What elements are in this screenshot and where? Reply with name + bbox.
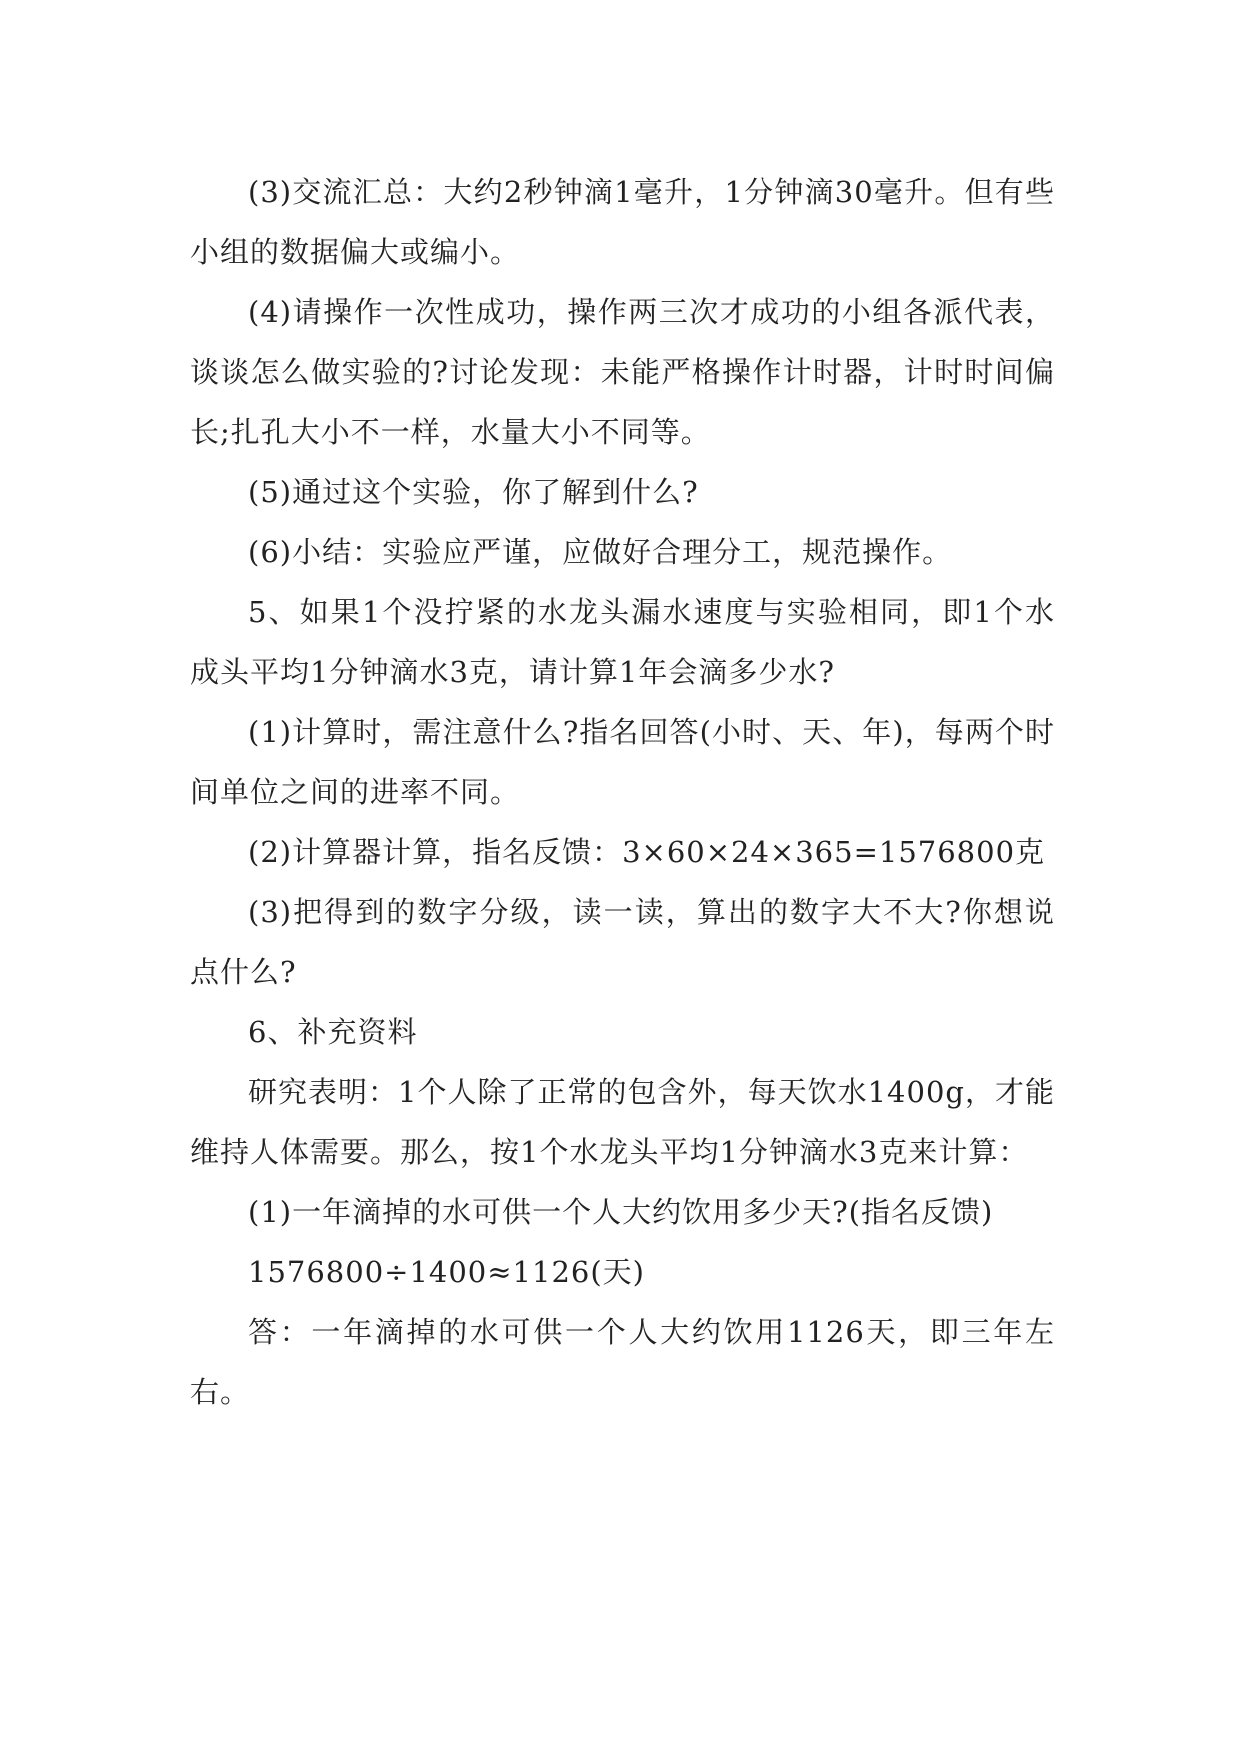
answer-paragraph: 答：一年滴掉的水可供一个人大约饮用1126天，即三年左右。 (190, 1315, 1055, 1409)
section-5-faucet-question: 5、如果1个没拧紧的水龙头漏水速度与实验相同，即1个水成头平均1分钟滴水3克，请计算1年会滴多少水? (190, 595, 1055, 689)
section-6-heading: 6、补充资料 (248, 1015, 418, 1049)
paragraph-3-exchange-summary: (3)交流汇总：大约2秒钟滴1毫升，1分钟滴30毫升。但有些小组的数据偏大或编小。 (190, 175, 1055, 269)
paragraph-1-days-question: (1)一年滴掉的水可供一个人大约饮用多少天?(指名反馈) (248, 1195, 994, 1229)
paragraph-4-operation-discussion: (4)请操作一次性成功，操作两三次才成功的小组各派代表，谈谈怎么做实验的?讨论发现：未能严格操作计时器，计时时间偏长;扎孔大小不一样，水量大小不同等。 (190, 295, 1055, 449)
paragraph-3-read-number: (3)把得到的数字分级，读一读，算出的数字大不大?你想说点什么? (190, 895, 1055, 989)
paragraph-5-what-learned: (5)通过这个实验，你了解到什么? (248, 475, 699, 509)
paragraph-1-calculation-notes: (1)计算时，需注意什么?指名回答(小时、天、年)，每两个时间单位之间的进率不同。 (190, 715, 1055, 809)
paragraph-2-calculator-result: (2)计算器计算，指名反馈：3×60×24×365=1576800克 (248, 835, 1046, 869)
document-body (190, 162, 1055, 1422)
paragraph-6-summary: (6)小结：实验应严谨，应做好合理分工，规范操作。 (248, 535, 953, 569)
equation-line: 1576800÷1400≈1126(天) (248, 1255, 645, 1289)
research-paragraph: 研究表明：1个人除了正常的包含外，每天饮水1400g，才能维持人体需要。那么，按1个水龙头平均1分钟滴水3克来计算： (190, 1075, 1055, 1169)
